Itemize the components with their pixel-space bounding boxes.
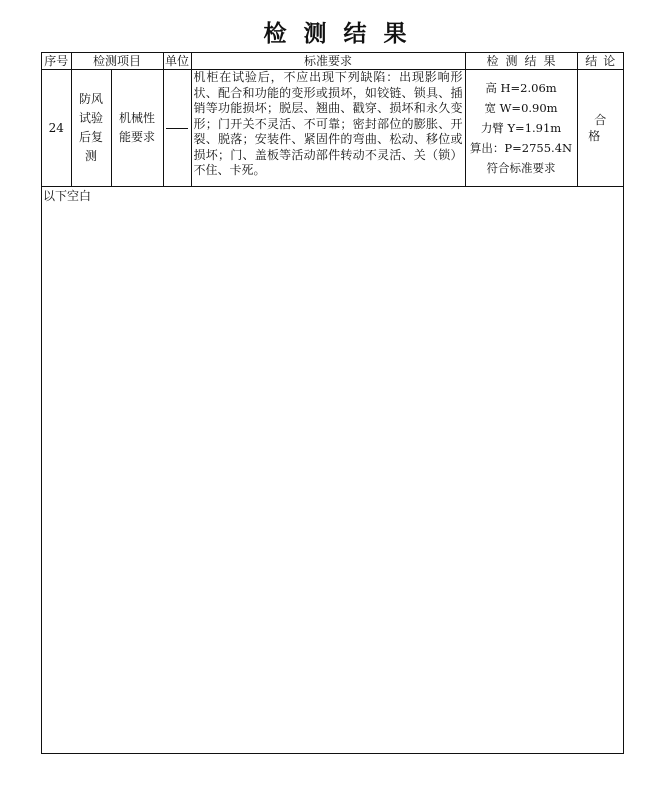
header-requirement: 标准要求	[191, 53, 465, 70]
result-force: 算出：P=2755.4N	[469, 141, 573, 155]
row-requirement: 机柜在试验后，不应出现下列缺陷：出现影响形状、配合和功能的变形或损坏，如铰链、锁具、插销等功能损坏；脱层、翘曲、戳穿、损坏和永久变形；门开关不灵活、不可靠；密封部位的膨胀、开裂、脱落；安装件、紧固件的弯曲、松动、移位或损坏；门、盖板等活动部件转动不灵活、关（锁）不住、卡死。	[191, 70, 465, 187]
row-unit	[163, 70, 191, 187]
report-title: 检测结果	[263, 20, 424, 47]
unit-dash	[166, 128, 188, 129]
row-result	[465, 70, 577, 187]
row-subitem-text: 机械性能要求	[118, 111, 155, 144]
header-unit: 单位	[165, 54, 190, 68]
result-height: 高 H=2.06m	[485, 81, 557, 95]
blank-below-note: 以下空白	[43, 189, 92, 203]
row-subitem	[111, 70, 163, 187]
result-verdict: 符合标准要求	[486, 161, 556, 175]
result-arm: 力臂 Y=1.91m	[480, 121, 562, 135]
header-seq: 序号	[42, 53, 71, 70]
row-conclusion: 合格	[577, 70, 623, 187]
header-result: 检测结果	[465, 53, 577, 70]
row-category-text: 防风试验后复测	[78, 92, 103, 163]
results-table-frame	[41, 52, 624, 754]
header-item: 检测项目	[71, 53, 163, 70]
row-seq: 24	[42, 70, 71, 187]
results-table	[42, 53, 623, 187]
row-category	[71, 70, 111, 187]
header-conclusion: 结论	[577, 53, 623, 70]
result-width: 宽 W=0.90m	[484, 101, 558, 115]
table-header-row	[42, 53, 623, 70]
table-row	[42, 70, 623, 187]
